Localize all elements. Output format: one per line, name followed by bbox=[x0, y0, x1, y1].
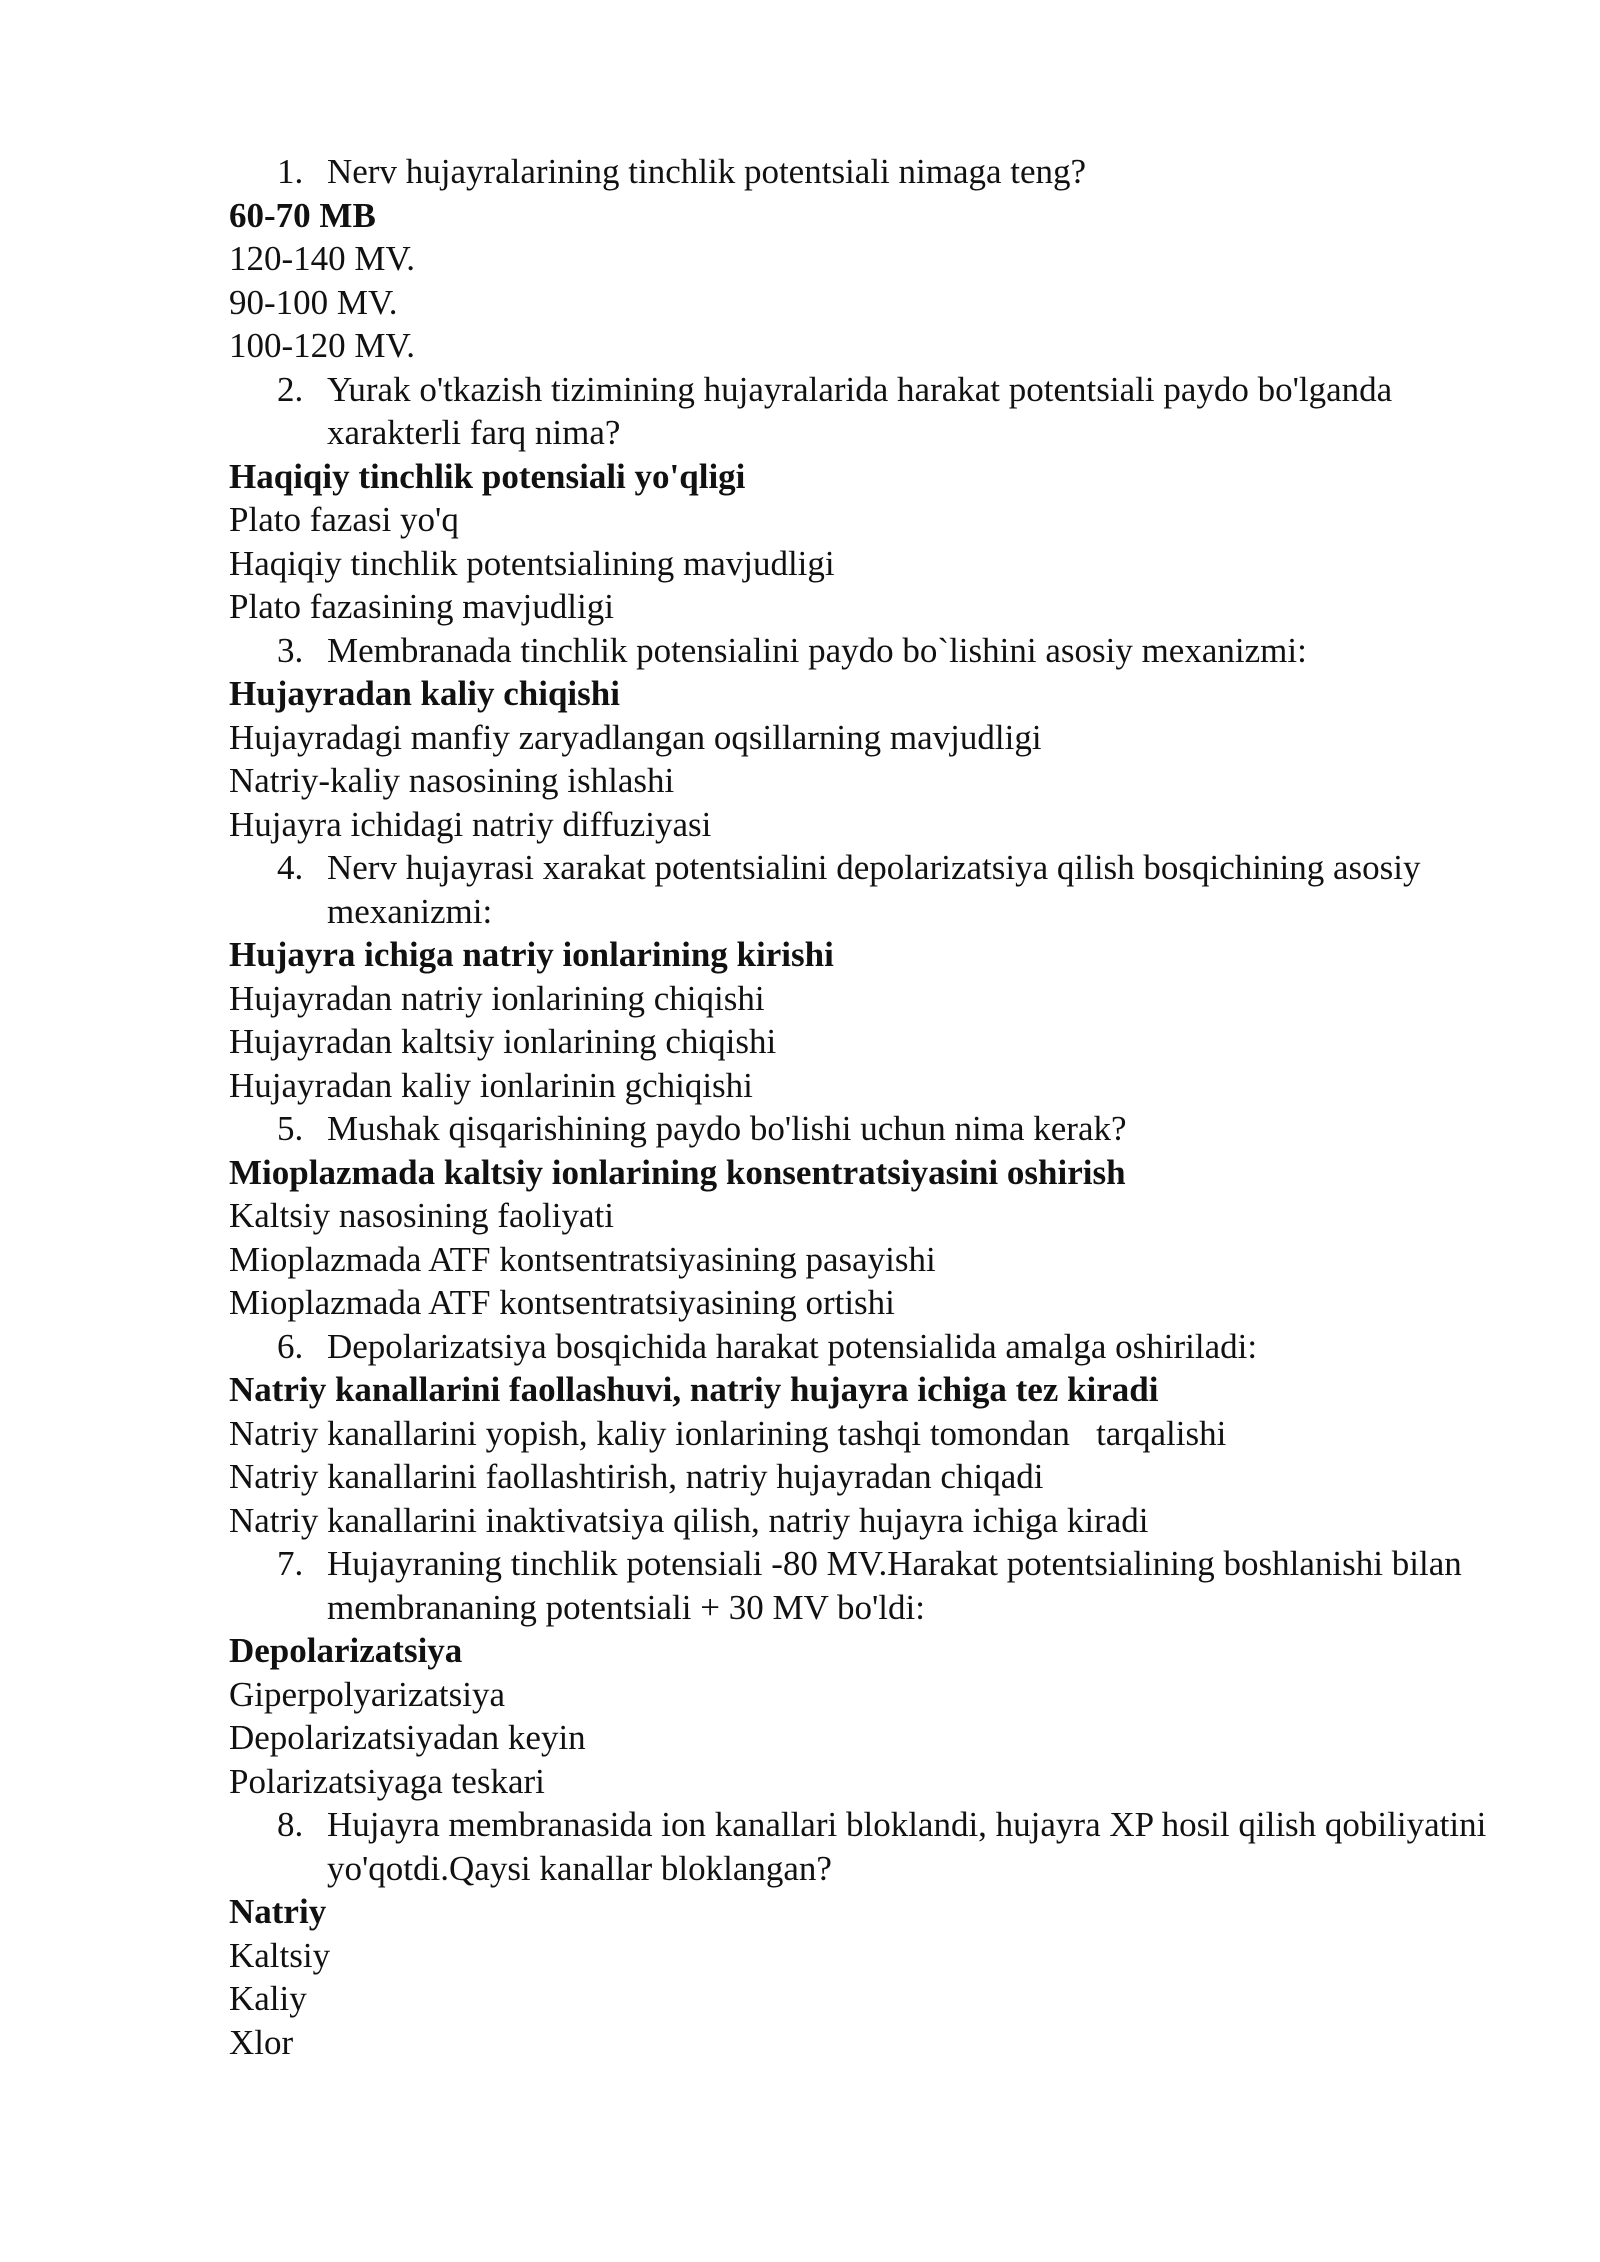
answer-option: Plato fazasi yo'q bbox=[229, 500, 459, 539]
answer-option: Haqiqiy tinchlik potentsialining mavjudligi bbox=[229, 543, 835, 583]
answer-option: 90-100 MV. bbox=[229, 282, 398, 322]
answer-correct: Haqiqiy tinchlik potensiali yo'qligi bbox=[229, 456, 746, 496]
answer-option: Giperpolyarizatsiya bbox=[229, 1674, 506, 1714]
answer-option: Natriy kanallarini faollashtirish, natriy hujayradan chiqadi bbox=[229, 1457, 1044, 1496]
question-number: 1. bbox=[277, 152, 304, 191]
answer-correct: Hujayradan kaliy chiqishi bbox=[229, 674, 620, 713]
answer-option: Hujayradan kaliy ionlarinin gchiqishi bbox=[229, 1065, 753, 1105]
question-number: 5. bbox=[277, 1109, 304, 1148]
question-4 bbox=[229, 846, 1529, 933]
answer-option: Kaltsiy bbox=[229, 1935, 331, 1975]
answer-option: Plato fazasining mavjudligi bbox=[229, 587, 614, 626]
answer-correct: Natriy kanallarini faollashuvi, natriy hujayra ichiga tez kiradi bbox=[229, 1370, 1159, 1409]
answer-option: Kaltsiy nasosining faoliyati bbox=[229, 1196, 614, 1235]
question-number: 2. bbox=[277, 369, 304, 409]
question-text: Yurak o'tkazish tizimining hujayralarida harakat potentsiali paydo bo'lganda xarakterli farq nima? bbox=[327, 369, 1393, 452]
answer-option: Hujayradan natriy ionlarining chiqishi bbox=[229, 978, 765, 1018]
question-text: Depolarizatsiya bosqichida harakat potensialida amalga oshiriladi: bbox=[327, 1326, 1258, 1366]
answer-correct: Mioplazmada kaltsiy ionlarining konsentratsiyasini oshirish bbox=[229, 1152, 1126, 1192]
answer-correct: 60-70 MB bbox=[229, 195, 376, 235]
question-1 bbox=[229, 150, 1529, 194]
question-number: 7. bbox=[277, 1544, 304, 1583]
answer-option: Mioplazmada ATF kontsentratsiyasining pasayishi bbox=[229, 1239, 936, 1279]
answer-option: Hujayradan kaltsiy ionlarining chiqishi bbox=[229, 1022, 777, 1061]
question-number: 6. bbox=[277, 1326, 304, 1366]
answer-option: Natriy-kaliy nasosining ishlashi bbox=[229, 761, 675, 800]
question-2 bbox=[229, 368, 1529, 455]
question-text: Nerv hujayrasi xarakat potentsialini depolarizatsiya qilish bosqichining asosiy mexanizmi: bbox=[327, 848, 1421, 931]
answer-option: 100-120 MV. bbox=[229, 326, 416, 365]
answer-option: Hujayradagi manfiy zaryadlangan oqsillarning mavjudligi bbox=[229, 717, 1042, 757]
answer-option: Natriy kanallarini inaktivatsiya qilish, natriy hujayra ichiga kiradi bbox=[229, 1500, 1149, 1540]
answer-correct: Depolarizatsiya bbox=[229, 1631, 463, 1670]
question-number: 3. bbox=[277, 630, 304, 670]
question-3 bbox=[229, 629, 1529, 673]
question-text: Nerv hujayralarining tinchlik potentsiali nimaga teng? bbox=[327, 152, 1087, 191]
question-7 bbox=[229, 1542, 1529, 1629]
answer-option: Polarizatsiyaga teskari bbox=[229, 1761, 545, 1801]
answer-correct: Natriy bbox=[229, 1892, 327, 1931]
question-text: Mushak qisqarishining paydo bo'lishi uchun nima kerak? bbox=[327, 1109, 1127, 1148]
question-8 bbox=[229, 1803, 1529, 1890]
answer-option: 120-140 MV. bbox=[229, 239, 416, 278]
question-number: 8. bbox=[277, 1805, 304, 1844]
answer-option: Hujayra ichidagi natriy diffuziyasi bbox=[229, 804, 712, 844]
quiz-content bbox=[229, 150, 1529, 2064]
answer-option: Kaliy bbox=[229, 1979, 307, 2018]
question-number: 4. bbox=[277, 848, 304, 887]
answer-option: Mioplazmada ATF kontsentratsiyasining ortishi bbox=[229, 1283, 895, 1322]
question-text: Membranada tinchlik potensialini paydo bo`lishini asosiy mexanizmi: bbox=[327, 630, 1307, 670]
answer-option: Depolarizatsiyadan keyin bbox=[229, 1718, 586, 1757]
question-5 bbox=[229, 1107, 1529, 1151]
question-text: Hujayra membranasida ion kanallari bloklandi, hujayra XP hosil qilish qobiliyatini yo'qotdi.Qaysi kanallar bloklangan? bbox=[327, 1805, 1487, 1888]
answer-option: Xlor bbox=[229, 2022, 294, 2062]
question-text: Hujayraning tinchlik potensiali -80 MV.Harakat potentsialining boshlanishi bilan membrananing potentsiali + 30 MV bo'ldi: bbox=[327, 1544, 1462, 1627]
question-6 bbox=[229, 1325, 1529, 1369]
answer-correct: Hujayra ichiga natriy ionlarining kirishi bbox=[229, 935, 834, 974]
answer-option: Natriy kanallarini yopish, kaliy ionlarining tashqi tomondan tarqalishi bbox=[229, 1413, 1227, 1453]
